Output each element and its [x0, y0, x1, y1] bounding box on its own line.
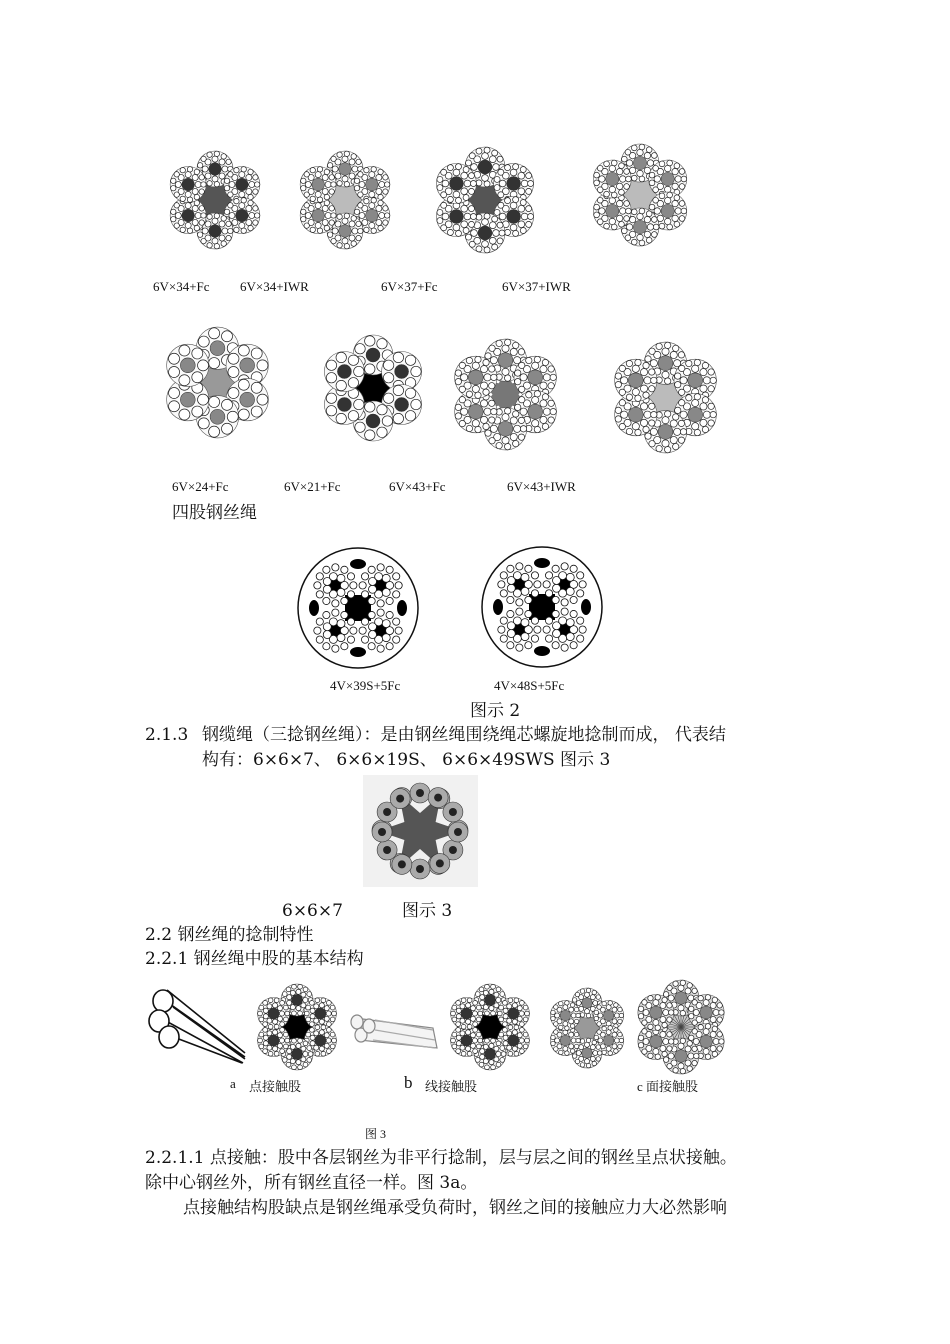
rope-6v37-iwr-figure [585, 140, 695, 250]
surface-contact-strand-figure-2 [632, 978, 730, 1076]
rope-6v24-fc-figure [160, 325, 275, 440]
rope-6v21-fc-figure [318, 333, 428, 443]
line-contact-strand-figure [445, 985, 535, 1070]
figure-2-caption: 图示 2 [470, 701, 521, 721]
point-contact-wires-drawing [145, 985, 250, 1065]
rope-6v34-fc-figure [165, 150, 265, 250]
section-213-number: 2.1.3 [145, 725, 189, 745]
cable-rope-drawing [372, 783, 468, 879]
rope-6v37-fc-figure [430, 145, 540, 255]
line-contact-wires-drawing [345, 1000, 440, 1060]
caption-b-letter: b [404, 1073, 413, 1092]
caption-c-text: c 面接触股 [637, 1079, 699, 1094]
section-2211-line2: 除中心钢丝外，所有钢丝直径一样。图 3a。 [145, 1173, 478, 1193]
cable-laid-rope-image [363, 775, 478, 887]
caption-6v43-iwr: 6V×43+IWR [507, 479, 576, 494]
rope-4v48s-figure [478, 543, 606, 671]
rope-6v43-iwr-figure [608, 340, 723, 455]
caption-6v24-fc: 6V×24+Fc [172, 479, 229, 494]
caption-6v37-iwr: 6V×37+IWR [502, 279, 571, 294]
rope-6v34-iwr-figure [295, 150, 395, 250]
section-2211-line1: 2.2.1.1 点接触：股中各层钢丝为非平行捻制，层与层之间的钢丝呈点状接触。 [145, 1148, 737, 1168]
caption-6v34-fc: 6V×34+Fc [153, 279, 210, 294]
section-213-line1: 钢缆绳（三捻钢丝绳）：是由钢丝绳围绕绳芯螺旋地捻制而成， 代表结 [202, 725, 726, 745]
section-22-heading: 2.2 钢丝绳的捻制特性 [145, 925, 314, 945]
caption-a-letter: a [230, 1076, 236, 1091]
caption-b-text: 线接触股 [425, 1079, 478, 1094]
rope-cross-section [170, 151, 260, 249]
caption-a-text: 点接触股 [249, 1079, 302, 1094]
four-strand-heading: 四股钢丝绳 [172, 503, 257, 523]
caption-6v34-iwr: 6V×34+IWR [240, 279, 309, 294]
caption-6v43-fc: 6V×43+Fc [389, 479, 446, 494]
figure-3-caption: 图示 3 [402, 901, 453, 921]
rope-6v43-fc-figure [448, 337, 563, 452]
section-2211-line3: 点接触结构股缺点是钢丝绳承受负荷时，钢丝之间的接触应力大必然影响 [183, 1198, 727, 1218]
section-213-line2: 构有：6×6×7、 6×6×19S、 6×6×49SWS 图示 3 [202, 750, 611, 770]
point-contact-strand-figure [252, 985, 342, 1070]
figure-3-label: 6×6×7 [282, 901, 343, 921]
caption-4v48s: 4V×48S+5Fc [494, 678, 565, 693]
surface-contact-strand-figure-1 [545, 988, 630, 1068]
fig3-small-caption: 图 3 [365, 1127, 387, 1141]
caption-6v21-fc: 6V×21+Fc [284, 479, 341, 494]
rope-4v39s-figure [295, 545, 421, 671]
caption-4v39s: 4V×39S+5Fc [330, 678, 401, 693]
caption-6v37-fc: 6V×37+Fc [381, 279, 438, 294]
section-221-heading: 2.2.1 钢丝绳中股的基本结构 [145, 949, 364, 969]
